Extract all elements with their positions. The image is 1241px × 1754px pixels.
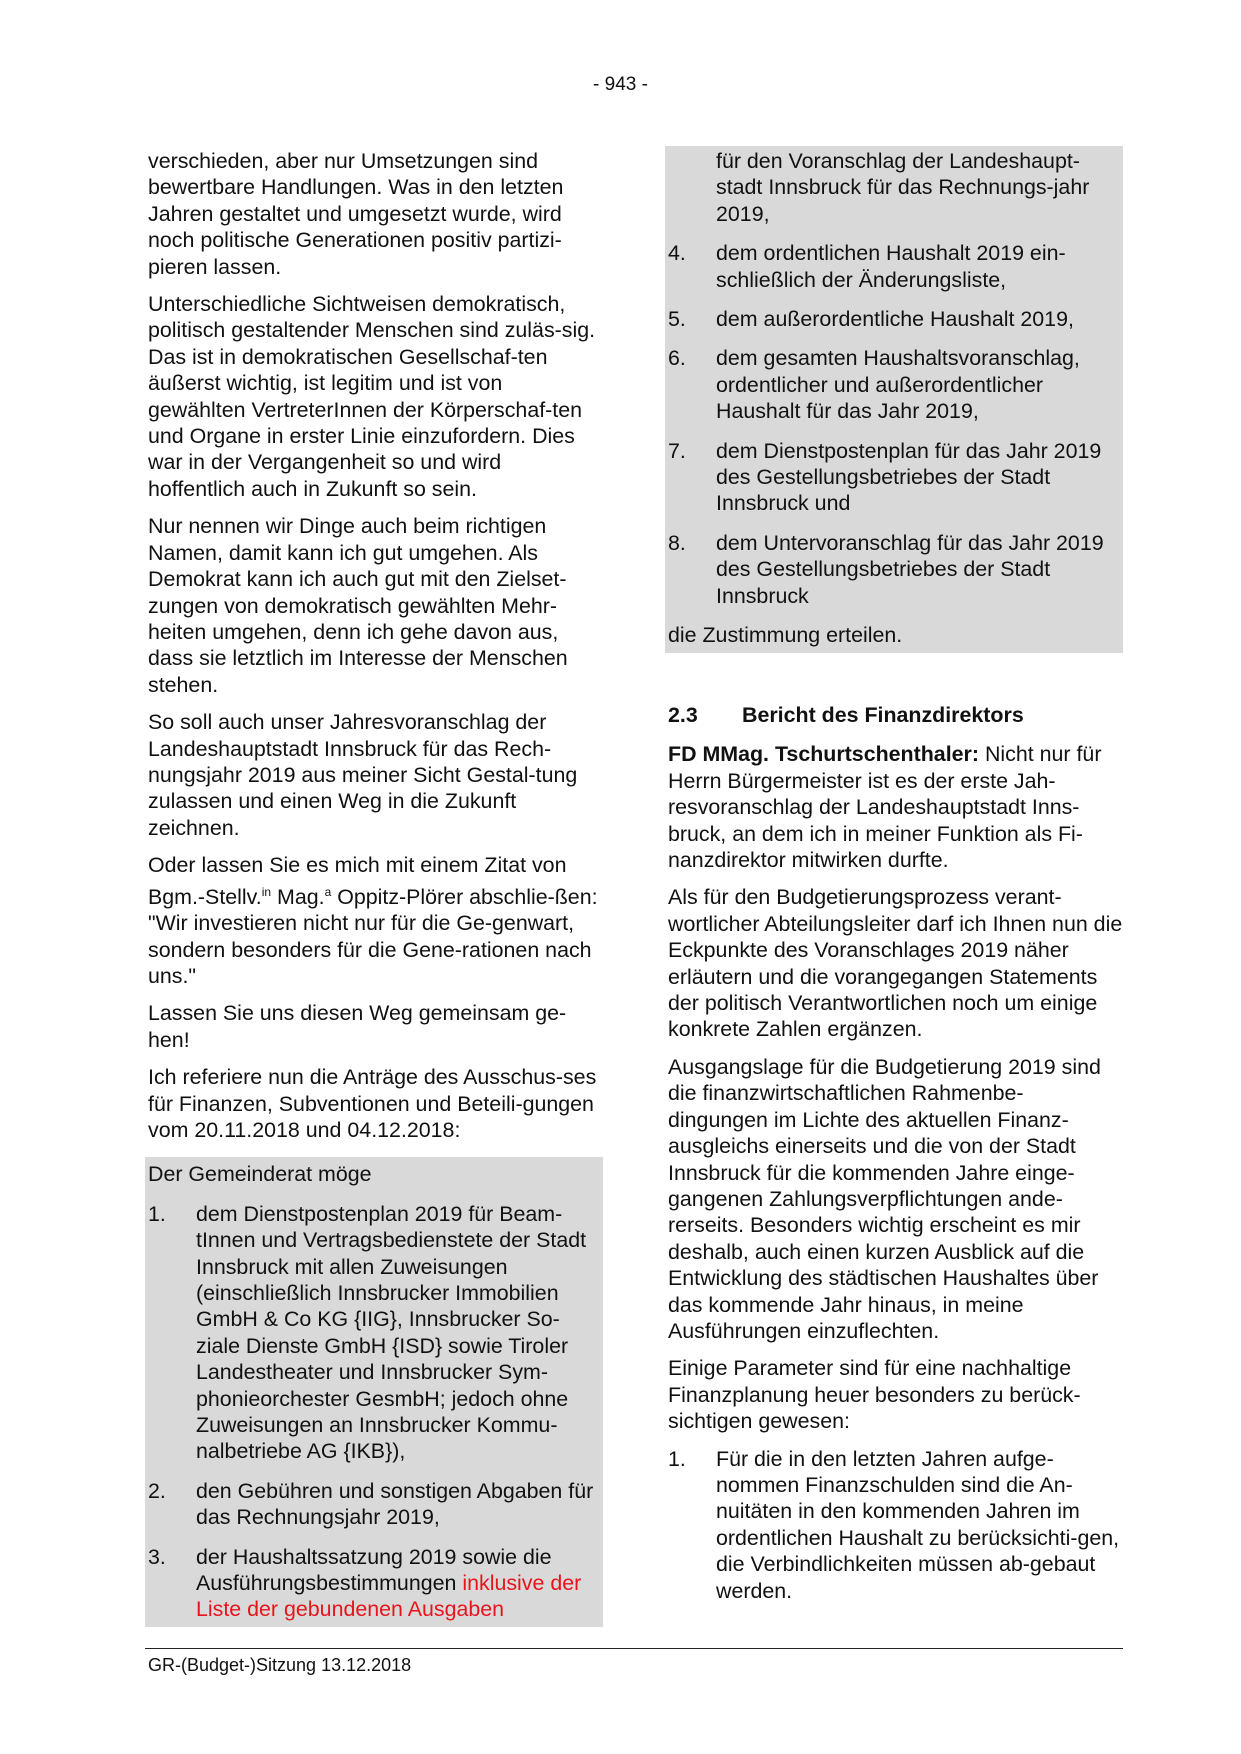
red-inserted-text: inklusive der Liste der gebundenen Ausgaben (196, 1571, 582, 1622)
item-number: 1. (148, 1201, 166, 1226)
item-number: 3. (148, 1544, 166, 1569)
item-number: 2. (148, 1478, 166, 1503)
paragraph: Ausgangslage für die Budgetierung 2019 sind die finanzwirtschaftlichen Rahmenbe-dingungen im Lichte des aktuellen Finanz-ausgleichs einerseits und die von der Stadt Innsbruck für die kommenden Jahre einge-gangenen Zahlungsverpflichtungen ande-rerseits. Besonders wichtig erscheint es mir deshalb, auch einen kurzen Ausblick auf die Entwicklung des städtischen Haushaltes über das kommende Jahr hinaus, in meine Ausführungen einzuflechten. (668, 1054, 1101, 1343)
motion-box-continued (665, 146, 1123, 653)
quote-text-3: Oppitz-Plörer abschlie-ßen: "Wir investieren nicht nur für die Ge-genwart, sondern besonders für die Gene-rationen nach uns." (148, 884, 598, 988)
paragraph: Einige Parameter sind für eine nachhaltige Finanzplanung heuer besonders zu berück-sichtigen gewesen: (668, 1356, 1081, 1434)
item-number: 7. (668, 438, 686, 463)
paragraph: Lassen Sie uns diesen Weg gemeinsam ge-hen! (148, 1001, 567, 1052)
section-number: 2.3 (668, 703, 698, 727)
motion-item (148, 1201, 603, 1465)
item-text: dem Untervoranschlag für das Jahr 2019 des Gestellungsbetriebes der Stadt Innsbruck (716, 530, 1104, 608)
quote-text-2: Mag. (271, 884, 325, 909)
paragraph: So soll auch unser Jahresvoranschlag der Landeshauptstadt Innsbruck für das Rech-nungsjahr 2019 aus meiner Sicht Gestal-tung zulassen und einen Weg in die Zukunft zeichnen. (148, 710, 578, 840)
item-number: 4. (668, 241, 686, 266)
item-continuation: für den Voranschlag der Landeshaupt-stadt Innsbruck für das Rechnungs-jahr 2019, (716, 149, 1090, 226)
item-number: 1. (668, 1446, 686, 1471)
item-text: dem außerordentliche Haushalt 2019, (716, 307, 1074, 332)
motion-item (668, 240, 1123, 293)
speaker-paragraph (668, 741, 1123, 873)
quote-text-1: Oder lassen Sie es mich mit einem Zitat von Bgm.-Stellv. (148, 853, 567, 909)
item-number: 6. (668, 346, 686, 371)
superscript-in: in (261, 884, 272, 899)
paragraph: Ich referiere nun die Anträge des Ausschus-ses für Finanzen, Subventionen und Beteili-gungen vom 20.11.2018 und 04.12.2018: (148, 1065, 597, 1142)
list-item (668, 1446, 1123, 1604)
item-number: 5. (668, 307, 686, 332)
speaker-text: Nicht nur für Herrn Bürgermeister ist es der erste Jah-resvoranschlag der Landeshauptstadt Inns-bruck, an dem ich in meiner Funktion als Fi-nanzdirektor mitwirken durfte. (668, 742, 1102, 873)
motion-item (668, 438, 1123, 517)
motion-item (148, 1478, 603, 1531)
motion-item (668, 345, 1123, 424)
left-column (148, 148, 603, 1627)
footer-divider (145, 1648, 1123, 1649)
item-text: dem gesamten Haushaltsvoranschlag, ordentlicher und außerordentlicher Haushalt für das Jahr 2019, (716, 346, 1080, 424)
motion-item (668, 530, 1123, 609)
speaker-name: FD MMag. Tschurtschenthaler: (668, 742, 979, 767)
footer: GR-(Budget-)Sitzung 13.12.2018 (148, 1655, 412, 1675)
item-number: 8. (668, 530, 686, 555)
section-title: Bericht des Finanzdirektors (742, 703, 1024, 727)
item-text: dem Dienstpostenplan für das Jahr 2019 des Gestellungsbetriebes der Stadt Innsbruck und (716, 438, 1102, 516)
superscript-a: a (324, 884, 332, 899)
motion-item (668, 306, 1123, 332)
item-text: dem Dienstpostenplan 2019 für Beam-tInnen und Vertragsbedienstete der Stadt Innsbruck mit allen Zuweisungen (einschließlich Innsbrucker Immobilien GmbH & Co KG {IIG}, Innsbrucker So-ziale Dienste GmbH {ISD} sowie Tiroler Landestheater und Innsbrucker Sym-phonieorchester GesmbH; jedoch ohne Zuweisungen an Innsbrucker Kommu-nalbetriebe AG {IKB}), (196, 1201, 587, 1464)
paragraph: Als für den Budgetierungsprozess verant-wortlicher Abteilungsleiter darf ich Ihnen nun die Eckpunkte des Voranschlages 2019 näher erläutern und die vorangegangen Statements der politisch Verantwortlichen noch um einige konkrete Zahlen ergänzen. (668, 885, 1123, 1042)
motion-closing: die Zustimmung erteilen. (668, 623, 903, 648)
quote-paragraph (148, 852, 603, 989)
motion-box (145, 1157, 603, 1627)
motion-intro: Der Gemeinderat möge (148, 1162, 372, 1187)
section-heading (668, 702, 1123, 728)
item-text: Für die in den letzten Jahren aufge-nommen Finanzschulden sind die An-nuitäten in den kommenden Jahren im ordentlichen Haushalt zu berücksichti-gen, die Verbindlichkeiten müssen ab-gebaut werden. (716, 1446, 1120, 1603)
page-number: - 943 - (593, 74, 648, 95)
paragraph: verschieden, aber nur Umsetzungen sind bewertbare Handlungen. Was in den letzten Jahren gestaltet und umgesetzt wurde, wird noch politische Generationen positiv partizi-pieren lassen. (148, 149, 564, 279)
paragraph: Nur nennen wir Dinge auch beim richtigen Namen, damit kann ich gut umgehen. Als Demokrat kann ich auch gut mit den Zielset-zungen von demokratisch gewählten Mehr-heiten umgehen, denn ich gehe davon aus, dass sie letztlich im Interesse der Menschen stehen. (148, 514, 568, 697)
motion-item (148, 1544, 603, 1623)
right-column-body (668, 702, 1123, 1617)
item-text: den Gebühren und sonstigen Abgaben für das Rechnungsjahr 2019, (196, 1478, 594, 1530)
paragraph: Unterschiedliche Sichtweisen demokratisch, politisch gestaltender Menschen sind zuläs-sig. Das ist in demokratischen Gesellschaf-ten äußerst wichtig, ist legitim und ist von gewählten VertreterInnen der Körperschaf-ten und Organe in erster Linie einzufordern. Dies war in der Vergangenheit so und wird hoffentlich auch in Zukunft so sein. (148, 292, 596, 501)
item-text: dem ordentlichen Haushalt 2019 ein-schließlich der Änderungsliste, (716, 241, 1066, 292)
item-text: der Haushaltssatzung 2019 sowie die Ausführungsbestimmungen (196, 1544, 552, 1596)
